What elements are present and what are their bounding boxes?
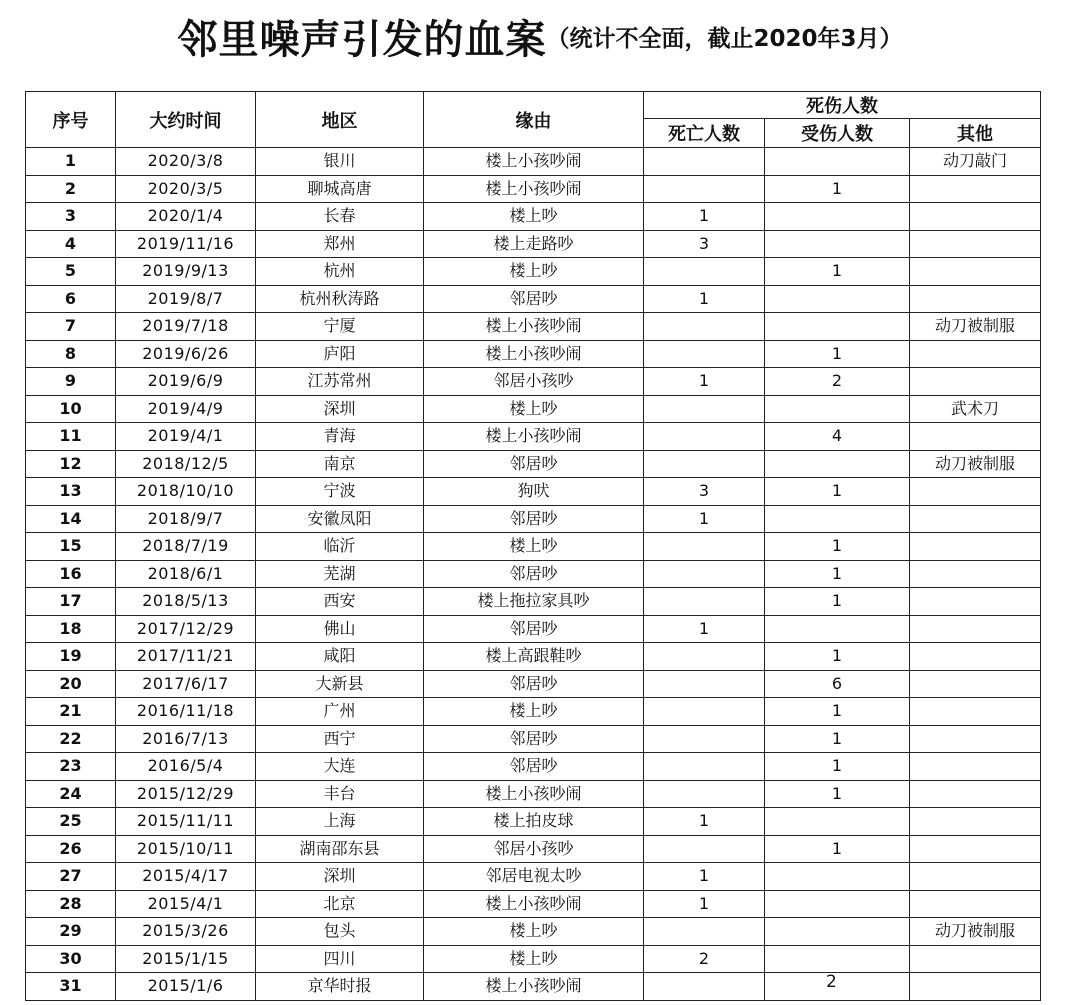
cell-region: 上海 (256, 808, 424, 836)
table-row (26, 478, 1041, 506)
cell-deaths (644, 148, 765, 176)
cell-region: 宁波 (256, 478, 424, 506)
table-row (26, 670, 1041, 698)
cell-other (910, 560, 1041, 588)
cell-region: 郑州 (256, 230, 424, 258)
cell-deaths: 3 (644, 478, 765, 506)
cell-cause: 楼上走路吵 (424, 230, 644, 258)
cell-deaths (644, 753, 765, 781)
cell-seq: 30 (26, 945, 116, 973)
cell-region: 聊城高唐 (256, 175, 424, 203)
cell-cause: 楼上吵 (424, 918, 644, 946)
cell-region: 咸阳 (256, 643, 424, 671)
cell-deaths: 1 (644, 808, 765, 836)
title-main: 邻里噪声引发的血案 (177, 17, 547, 63)
cell-time: 2018/7/19 (116, 533, 256, 561)
cell-region: 青海 (256, 423, 424, 451)
cell-seq: 28 (26, 890, 116, 918)
cell-other (910, 973, 1041, 1001)
cell-injured (765, 890, 910, 918)
cell-deaths (644, 340, 765, 368)
cell-seq: 23 (26, 753, 116, 781)
table-row (26, 945, 1041, 973)
table-row (26, 148, 1041, 176)
footnote: 2 (826, 972, 837, 992)
table-row (26, 918, 1041, 946)
header-casualties-group: 死伤人数 (644, 92, 1041, 119)
cell-cause: 邻居吵 (424, 670, 644, 698)
cell-injured: 1 (765, 643, 910, 671)
cell-time: 2019/4/1 (116, 423, 256, 451)
cell-time: 2015/1/6 (116, 973, 256, 1001)
cell-region: 京华时报 (256, 973, 424, 1001)
cell-region: 杭州 (256, 258, 424, 286)
cell-other (910, 945, 1041, 973)
table-row (26, 863, 1041, 891)
cell-cause: 楼上吵 (424, 533, 644, 561)
cell-injured: 1 (765, 258, 910, 286)
cell-region: 丰台 (256, 780, 424, 808)
cell-seq: 2 (26, 175, 116, 203)
cell-cause: 楼上小孩吵闹 (424, 313, 644, 341)
cell-region: 临沂 (256, 533, 424, 561)
cell-other (910, 863, 1041, 891)
table-row (26, 395, 1041, 423)
table-row (26, 533, 1041, 561)
cell-seq: 14 (26, 505, 116, 533)
cell-injured: 1 (765, 478, 910, 506)
page-title (0, 8, 1080, 88)
cell-other (910, 698, 1041, 726)
cell-injured (765, 395, 910, 423)
cell-deaths (644, 560, 765, 588)
cell-deaths: 1 (644, 203, 765, 231)
cell-time: 2018/6/1 (116, 560, 256, 588)
cell-time: 2018/12/5 (116, 450, 256, 478)
cell-time: 2019/4/9 (116, 395, 256, 423)
cell-region: 安徽凤阳 (256, 505, 424, 533)
cell-region: 宁厦 (256, 313, 424, 341)
table-row (26, 725, 1041, 753)
cell-seq: 17 (26, 588, 116, 616)
cell-other (910, 285, 1041, 313)
cell-time: 2019/11/16 (116, 230, 256, 258)
cell-injured (765, 863, 910, 891)
cell-time: 2015/4/17 (116, 863, 256, 891)
cell-cause: 邻居吵 (424, 450, 644, 478)
cell-deaths: 2 (644, 945, 765, 973)
cell-injured: 1 (765, 588, 910, 616)
cell-injured: 1 (765, 835, 910, 863)
cell-region: 庐阳 (256, 340, 424, 368)
cell-seq: 16 (26, 560, 116, 588)
cell-deaths (644, 175, 765, 203)
cell-deaths: 3 (644, 230, 765, 258)
cell-other (910, 230, 1041, 258)
cell-cause: 楼上小孩吵闹 (424, 175, 644, 203)
cell-cause: 邻居吵 (424, 725, 644, 753)
cell-region: 南京 (256, 450, 424, 478)
cell-seq: 18 (26, 615, 116, 643)
table-row (26, 615, 1041, 643)
cell-seq: 13 (26, 478, 116, 506)
cell-time: 2016/7/13 (116, 725, 256, 753)
cell-other (910, 643, 1041, 671)
cell-time: 2017/6/17 (116, 670, 256, 698)
cell-time: 2016/11/18 (116, 698, 256, 726)
cell-deaths (644, 588, 765, 616)
cell-seq: 19 (26, 643, 116, 671)
cell-deaths (644, 670, 765, 698)
cell-deaths (644, 918, 765, 946)
cell-other (910, 340, 1041, 368)
table-body (26, 148, 1041, 1001)
cell-region: 芜湖 (256, 560, 424, 588)
cell-time: 2015/1/15 (116, 945, 256, 973)
cell-seq: 5 (26, 258, 116, 286)
cell-region: 大新县 (256, 670, 424, 698)
cell-injured (765, 918, 910, 946)
cell-injured (765, 808, 910, 836)
cell-cause: 邻居小孩吵 (424, 368, 644, 396)
cell-other (910, 203, 1041, 231)
cell-other (910, 368, 1041, 396)
cell-time: 2015/11/11 (116, 808, 256, 836)
cell-cause: 楼上小孩吵闹 (424, 890, 644, 918)
table-row (26, 890, 1041, 918)
cell-deaths: 1 (644, 285, 765, 313)
cell-region: 江苏常州 (256, 368, 424, 396)
cell-injured (765, 505, 910, 533)
cell-deaths (644, 643, 765, 671)
table-row (26, 505, 1041, 533)
cell-other: 动刀敲门 (910, 148, 1041, 176)
cell-deaths: 1 (644, 863, 765, 891)
cell-injured: 1 (765, 340, 910, 368)
cell-cause: 楼上拍皮球 (424, 808, 644, 836)
cell-injured: 1 (765, 533, 910, 561)
cell-cause: 楼上小孩吵闹 (424, 340, 644, 368)
table-row (26, 753, 1041, 781)
cell-injured: 1 (765, 175, 910, 203)
cell-deaths: 1 (644, 368, 765, 396)
cell-cause: 楼上小孩吵闹 (424, 780, 644, 808)
cell-seq: 10 (26, 395, 116, 423)
cell-cause: 楼上小孩吵闹 (424, 973, 644, 1001)
cell-other (910, 258, 1041, 286)
cell-seq: 12 (26, 450, 116, 478)
table-row (26, 973, 1041, 1001)
cell-time: 2015/10/11 (116, 835, 256, 863)
cell-region: 西宁 (256, 725, 424, 753)
cell-region: 银川 (256, 148, 424, 176)
cell-other (910, 175, 1041, 203)
cell-deaths (644, 533, 765, 561)
cell-seq: 3 (26, 203, 116, 231)
table-row (26, 285, 1041, 313)
cell-deaths (644, 258, 765, 286)
cell-seq: 26 (26, 835, 116, 863)
cell-other (910, 753, 1041, 781)
cell-deaths (644, 423, 765, 451)
cell-injured: 1 (765, 560, 910, 588)
cell-injured: 1 (765, 725, 910, 753)
cell-time: 2019/8/7 (116, 285, 256, 313)
cell-cause: 楼上拖拉家具吵 (424, 588, 644, 616)
header-other: 其他 (910, 119, 1041, 148)
table-row (26, 643, 1041, 671)
table-row (26, 203, 1041, 231)
cell-injured (765, 945, 910, 973)
cell-other: 动刀被制服 (910, 918, 1041, 946)
cell-seq: 11 (26, 423, 116, 451)
cell-time: 2019/7/18 (116, 313, 256, 341)
cell-seq: 29 (26, 918, 116, 946)
cell-seq: 27 (26, 863, 116, 891)
cell-cause: 邻居吵 (424, 560, 644, 588)
cell-deaths: 1 (644, 890, 765, 918)
cell-region: 长春 (256, 203, 424, 231)
table-row (26, 698, 1041, 726)
cell-other (910, 423, 1041, 451)
cell-region: 佛山 (256, 615, 424, 643)
cell-other (910, 615, 1041, 643)
cell-region: 深圳 (256, 395, 424, 423)
cell-cause: 邻居吵 (424, 615, 644, 643)
cell-region: 湖南邵东县 (256, 835, 424, 863)
header-seq: 序号 (26, 92, 116, 148)
cell-time: 2018/5/13 (116, 588, 256, 616)
cell-seq: 8 (26, 340, 116, 368)
cell-other (910, 835, 1041, 863)
cell-region: 杭州秋涛路 (256, 285, 424, 313)
cell-other (910, 588, 1041, 616)
cell-deaths (644, 835, 765, 863)
cell-cause: 楼上吵 (424, 698, 644, 726)
cell-injured (765, 973, 910, 1001)
cell-deaths: 1 (644, 505, 765, 533)
cell-other: 动刀被制服 (910, 313, 1041, 341)
cell-other (910, 890, 1041, 918)
cell-seq: 4 (26, 230, 116, 258)
cell-cause: 邻居吵 (424, 753, 644, 781)
cell-time: 2020/3/5 (116, 175, 256, 203)
table-row (26, 175, 1041, 203)
cell-region: 深圳 (256, 863, 424, 891)
cell-deaths (644, 450, 765, 478)
cell-time: 2016/5/4 (116, 753, 256, 781)
cell-time: 2018/9/7 (116, 505, 256, 533)
cell-other (910, 533, 1041, 561)
cell-time: 2017/12/29 (116, 615, 256, 643)
cell-seq: 7 (26, 313, 116, 341)
cell-other: 动刀被制服 (910, 450, 1041, 478)
cell-time: 2015/3/26 (116, 918, 256, 946)
cell-region: 北京 (256, 890, 424, 918)
cell-cause: 楼上高跟鞋吵 (424, 643, 644, 671)
cell-cause: 邻居小孩吵 (424, 835, 644, 863)
cell-seq: 9 (26, 368, 116, 396)
table-row (26, 340, 1041, 368)
cell-injured (765, 285, 910, 313)
cell-seq: 21 (26, 698, 116, 726)
cell-deaths (644, 313, 765, 341)
cell-time: 2015/4/1 (116, 890, 256, 918)
cell-deaths (644, 395, 765, 423)
cell-deaths (644, 698, 765, 726)
cell-deaths (644, 973, 765, 1001)
cell-seq: 22 (26, 725, 116, 753)
cell-seq: 15 (26, 533, 116, 561)
cell-other (910, 780, 1041, 808)
cell-cause: 楼上吵 (424, 945, 644, 973)
cell-deaths (644, 725, 765, 753)
cell-injured (765, 230, 910, 258)
header-time: 大约时间 (116, 92, 256, 148)
cell-injured: 1 (765, 780, 910, 808)
table-row (26, 560, 1041, 588)
cell-injured (765, 450, 910, 478)
cell-cause: 邻居吵 (424, 285, 644, 313)
title-subtitle: （统计不全面，截止2020年3月） (546, 26, 903, 52)
cell-cause: 狗吠 (424, 478, 644, 506)
cell-injured: 4 (765, 423, 910, 451)
cell-cause: 邻居电视太吵 (424, 863, 644, 891)
cell-deaths (644, 780, 765, 808)
cell-region: 包头 (256, 918, 424, 946)
cell-other (910, 670, 1041, 698)
cell-seq: 6 (26, 285, 116, 313)
cell-injured (765, 148, 910, 176)
cell-time: 2019/6/26 (116, 340, 256, 368)
cell-seq: 31 (26, 973, 116, 1001)
table-row (26, 313, 1041, 341)
header-injured: 受伤人数 (765, 119, 910, 148)
cell-other: 武术刀 (910, 395, 1041, 423)
cell-time: 2020/1/4 (116, 203, 256, 231)
cell-cause: 楼上吵 (424, 395, 644, 423)
cell-seq: 20 (26, 670, 116, 698)
cell-seq: 1 (26, 148, 116, 176)
table-row (26, 450, 1041, 478)
cell-time: 2015/12/29 (116, 780, 256, 808)
cell-other (910, 725, 1041, 753)
cell-injured (765, 313, 910, 341)
cell-other (910, 808, 1041, 836)
cell-region: 四川 (256, 945, 424, 973)
cell-seq: 24 (26, 780, 116, 808)
cell-cause: 楼上吵 (424, 258, 644, 286)
cell-time: 2018/10/10 (116, 478, 256, 506)
cell-region: 广州 (256, 698, 424, 726)
table-row (26, 835, 1041, 863)
header-deaths: 死亡人数 (644, 119, 765, 148)
table-row (26, 368, 1041, 396)
cell-region: 西安 (256, 588, 424, 616)
cell-region: 大连 (256, 753, 424, 781)
cell-time: 2017/11/21 (116, 643, 256, 671)
cell-seq: 25 (26, 808, 116, 836)
cell-injured (765, 615, 910, 643)
table-row (26, 588, 1041, 616)
cell-cause: 邻居吵 (424, 505, 644, 533)
cell-deaths: 1 (644, 615, 765, 643)
table-row (26, 423, 1041, 451)
cell-injured: 1 (765, 698, 910, 726)
cell-cause: 楼上小孩吵闹 (424, 148, 644, 176)
cell-time: 2020/3/8 (116, 148, 256, 176)
cell-other (910, 505, 1041, 533)
cell-injured: 6 (765, 670, 910, 698)
incident-table (25, 91, 1041, 1001)
cell-time: 2019/9/13 (116, 258, 256, 286)
header-region: 地区 (256, 92, 424, 148)
cell-cause: 楼上吵 (424, 203, 644, 231)
cell-other (910, 478, 1041, 506)
table-row (26, 258, 1041, 286)
cell-injured: 2 (765, 368, 910, 396)
header-cause: 缘由 (424, 92, 644, 148)
cell-injured: 1 (765, 753, 910, 781)
table-row (26, 230, 1041, 258)
table-row (26, 780, 1041, 808)
cell-time: 2019/6/9 (116, 368, 256, 396)
table-row (26, 808, 1041, 836)
cell-injured (765, 203, 910, 231)
cell-cause: 楼上小孩吵闹 (424, 423, 644, 451)
